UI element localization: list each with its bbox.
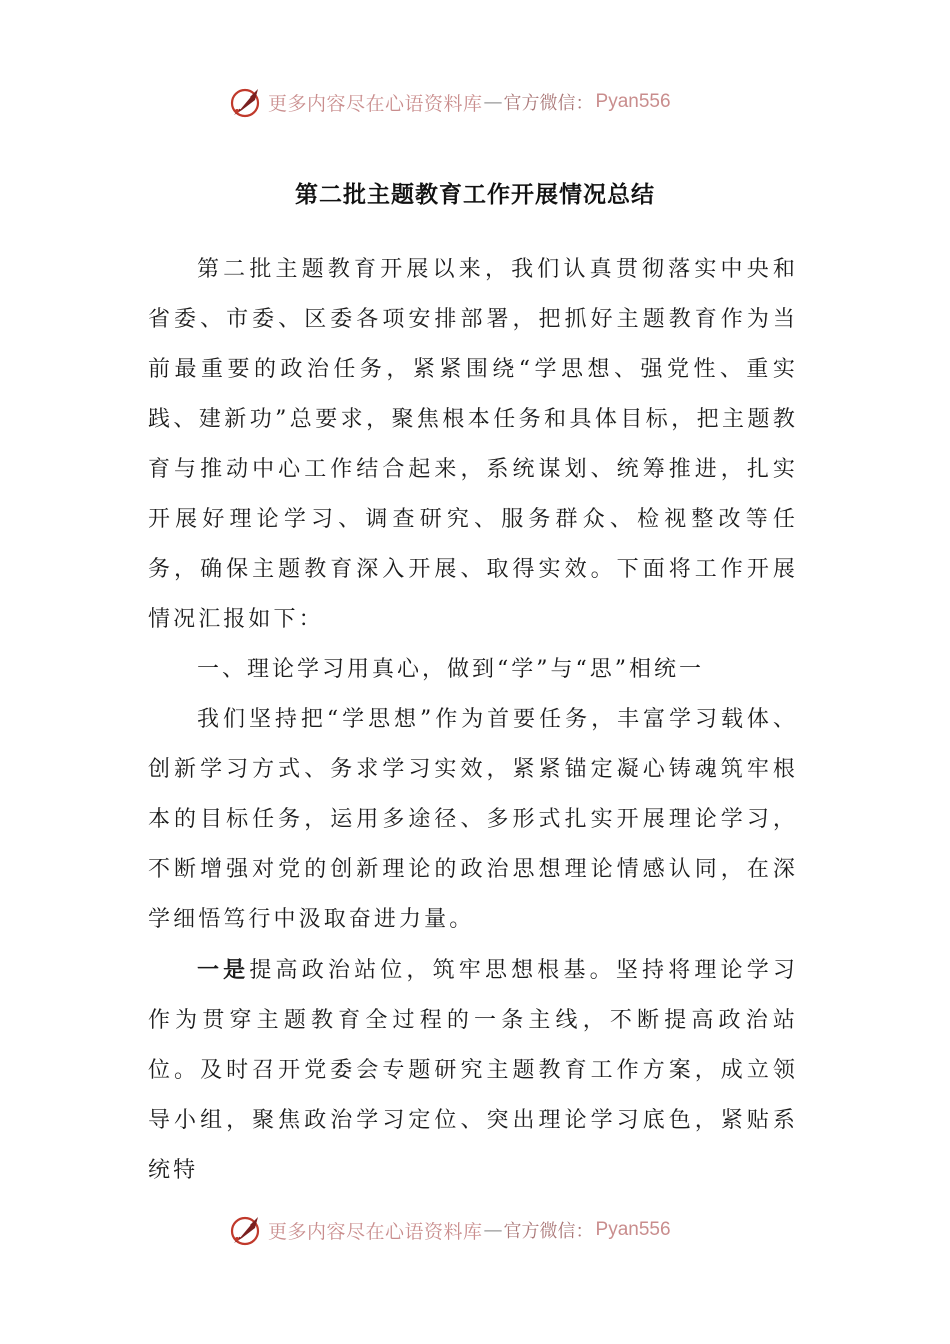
document-title: 第二批主题教育工作开展情况总结 — [295, 182, 655, 208]
header-watermark-banner — [228, 80, 748, 124]
section-heading-1: 一、理论学习用真心，做到“学”与“思”相统一 — [197, 657, 704, 682]
banner-wechat-label: 官方微信： — [503, 93, 594, 114]
banner-wechat-label: 官方微信： — [503, 1221, 594, 1242]
banner-text: 更多内容尽在心语资料库 — [268, 92, 483, 115]
banner-dash: — — [483, 91, 503, 113]
section-1-paragraph: 我们坚持把“学思想”作为首要任务，丰富学习载体、创新学习方式、务求学习实效，紧紧锚定凝心铸魂筑牢根本的目标任务，运用多途径、多形式扎实开展理论学习，不断增强对党的创新理论的政治思想理论情感认同，在深学细悟笃行中汲取奋进力量。 — [148, 707, 798, 932]
banner-dash: — — [483, 1219, 503, 1241]
quill-pen-logo-icon — [228, 1212, 264, 1248]
footer-watermark-banner — [228, 1208, 748, 1252]
point-1-text: 提高政治站位，筑牢思想根基。坚持将理论学习作为贯穿主题教育全过程的一条主线，不断提高政治站位。及时召开党委会专题研究主题教育工作方案，成立领导小组，聚焦政治学习定位、突出理论学习底色，紧贴系统特 — [148, 958, 798, 1183]
quill-pen-logo-icon — [228, 84, 264, 120]
banner-text: 更多内容尽在心语资料库 — [268, 1220, 483, 1243]
intro-paragraph: 第二批主题教育开展以来，我们认真贯彻落实中央和省委、市委、区委各项安排部署，把抓好主题教育作为当前最重要的政治任务，紧紧围绕“学思想、强党性、重实践、建新功”总要求，聚焦根本任务和具体目标，把主题教育与推动中心工作结合起来，系统谋划、统筹推进，扎实开展好理论学习、调查研究、服务群众、检视整改等任务，确保主题教育深入开展、取得实效。下面将工作开展情况汇报如下： — [148, 257, 798, 632]
document-body — [148, 245, 798, 1196]
banner-wechat-id: Pyan556 — [595, 91, 671, 112]
point-1-lead: 一是 — [197, 957, 250, 983]
banner-wechat-id: Pyan556 — [595, 1219, 671, 1240]
point-1-paragraph — [148, 945, 798, 1196]
